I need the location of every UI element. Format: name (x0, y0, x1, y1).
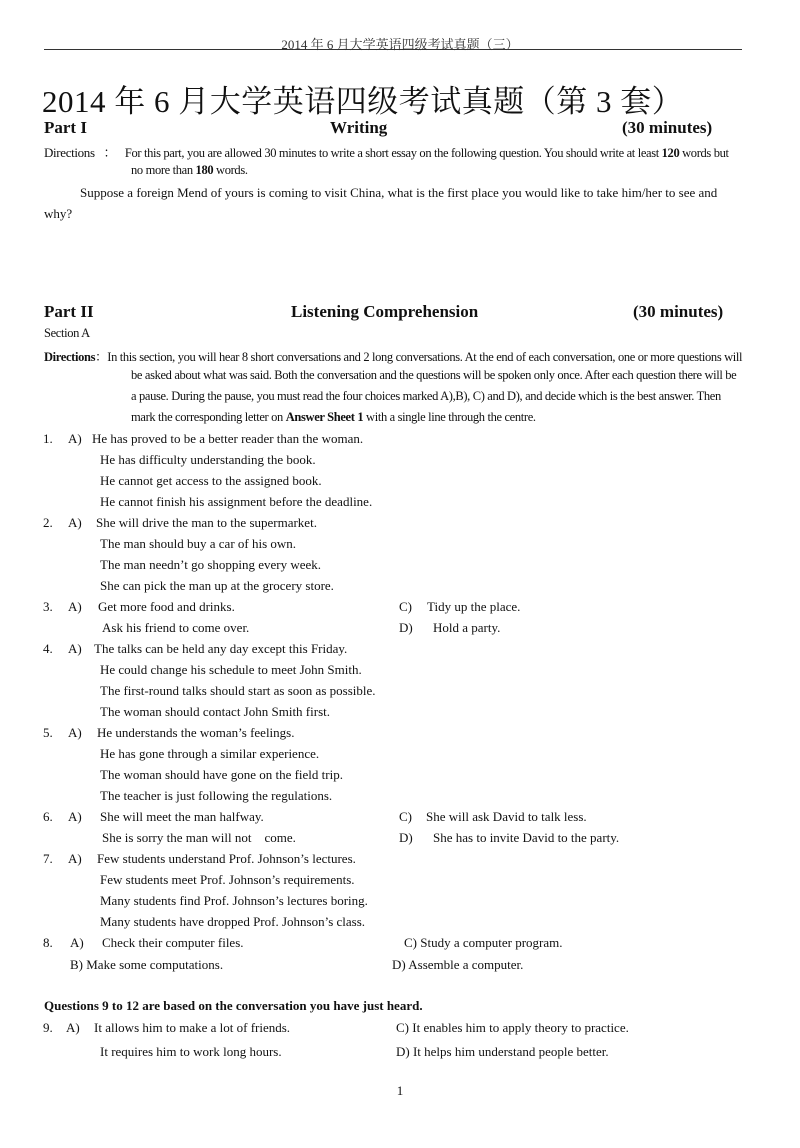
essay-prompt-cont: why? (44, 206, 73, 221)
page-title: 2014 年 6 月大学英语四级考试真题（第 3 套） (42, 84, 684, 119)
q9-option-c: C) It enables him to apply theory to practice. (396, 1020, 629, 1035)
q2-option-b: The man should buy a car of his own. (100, 536, 297, 551)
q6-option-d: She has to invite David to the party. (433, 830, 620, 845)
q1-option-a: He has proved to be a better reader than the woman. (92, 431, 364, 446)
q7-option-b: Few students meet Prof. Johnson’s requirements. (100, 872, 355, 887)
essay-prompt: Suppose a foreign Mend of yours is coming to visit China, what is the first place you would like to take him/her to see and (80, 185, 718, 200)
min-words: 120 (661, 146, 680, 160)
q7-option-d: Many students have dropped Prof. Johnson’s class. (100, 914, 366, 929)
q6-option-a: She will meet the man halfway. (100, 809, 264, 824)
running-header: 2014 年 6 月大学英语四级考试真题（三） (281, 37, 519, 52)
page-number: 1 (396, 1083, 404, 1098)
q4-option-b: He could change his schedule to meet John Smith. (100, 662, 362, 677)
q7-option-c: Many students find Prof. Johnson’s lectures boring. (100, 893, 368, 908)
q9-option-b: It requires him to work long hours. (100, 1044, 282, 1059)
part1-directions-label: Directions (44, 145, 95, 160)
part1-directions: Directions ： For this part, you are allowed 30 minutes to write a short essay on the following question. You should write at least 120 words but (44, 145, 729, 160)
part1-directions-cont: no more than 180 words. (131, 163, 248, 177)
part1-time: (30 minutes) (622, 118, 713, 137)
part2-directions-line2: be asked about what was said. Both the conversation and the questions will be spoken only once. After each question there will be (131, 368, 737, 382)
q5-option-b: He has gone through a similar experience. (100, 746, 320, 761)
q3-option-a: Get more food and drinks. (98, 599, 235, 614)
q3-option-b: Ask his friend to come over. (102, 620, 250, 635)
part2-directions-label: Directions (44, 350, 96, 364)
q6-option-b: She is sorry the man will not come. (102, 830, 296, 845)
question-group-note: Questions 9 to 12 are based on the conversation you have just heard. (44, 998, 423, 1013)
part1-name: Writing (330, 118, 388, 137)
q8-option-d: D) Assemble a computer. (392, 957, 524, 972)
part2-directions: Directions：In this section, you will hear 8 short conversations and 2 long conversations. At the end of each conversation, one or more questions will (44, 350, 743, 364)
q2-option-d: She can pick the man up at the grocery store. (100, 578, 334, 593)
q1-option-b: He has difficulty understanding the book. (100, 452, 316, 467)
q6-option-c: She will ask David to talk less. (426, 809, 587, 824)
q5-option-a: He understands the woman’s feelings. (97, 725, 295, 740)
q9-option-a: It allows him to make a lot of friends. (94, 1020, 291, 1035)
part2-directions-line4: mark the corresponding letter on Answer Sheet 1 with a single line through the centre. (131, 410, 536, 424)
part2-name: Listening Comprehension (291, 302, 479, 321)
q9-option-d: D) It helps him understand people better. (396, 1044, 609, 1059)
header-rule (44, 49, 742, 50)
q8-option-a: Check their computer files. (102, 935, 244, 950)
part2-label: Part II (44, 302, 94, 321)
q4-option-a: The talks can be held any day except this Friday. (94, 641, 348, 656)
q2-option-a: She will drive the man to the supermarket. (96, 515, 317, 530)
q8-option-c: C) Study a computer program. (404, 935, 563, 950)
q3-option-d: Hold a party. (433, 620, 501, 635)
q4-option-d: The woman should contact John Smith first. (100, 704, 331, 719)
section-label: Section A (44, 326, 90, 340)
max-words: 180 (195, 163, 214, 177)
q3-option-c: Tidy up the place. (427, 599, 521, 614)
part2-time: (30 minutes) (633, 302, 724, 321)
q4-option-c: The first-round talks should start as soon as possible. (100, 683, 376, 698)
answer-sheet-ref: Answer Sheet 1 (285, 410, 364, 424)
q8-option-b: B) Make some computations. (70, 957, 224, 972)
q5-option-c: The woman should have gone on the field trip. (100, 767, 343, 782)
q7-option-a: Few students understand Prof. Johnson’s lectures. (97, 851, 356, 866)
part2-directions-line3: a pause. During the pause, you must read the four choices marked A),B), C) and D), and decide which is the best answer. Then (131, 389, 721, 403)
q2-option-c: The man needn’t go shopping every week. (100, 557, 322, 572)
q1-option-c: He cannot get access to the assigned book. (100, 473, 322, 488)
q1-option-d: He cannot finish his assignment before the deadline. (100, 494, 373, 509)
q5-option-d: The teacher is just following the regulations. (100, 788, 333, 803)
part1-label: Part I (44, 118, 87, 137)
